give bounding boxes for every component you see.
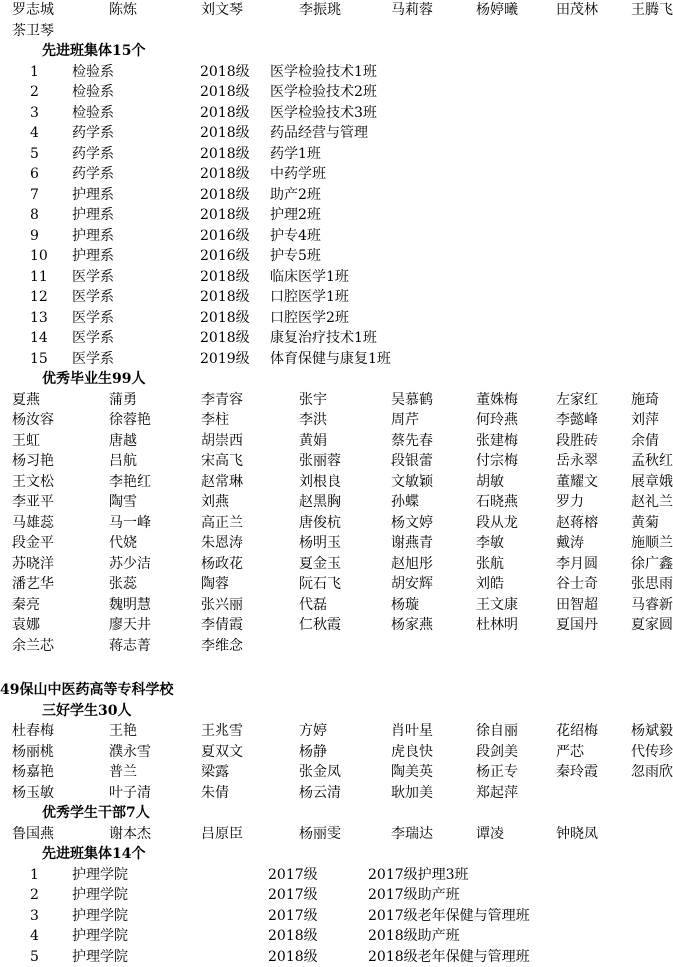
person-name: 徐自丽 [476,721,556,742]
table-cell: 药学1班 [270,144,470,165]
table-cell: 检验系 [72,103,200,124]
person-name: 廖天井 [109,615,201,636]
person-name: 代磊 [299,595,391,616]
person-name: 李敏 [476,533,556,554]
table-cell: 3 [30,906,72,927]
table-cell: 2018级 [200,267,270,288]
table-cell: 医学检验技术2班 [270,82,470,103]
name-row [0,410,657,431]
name-row [0,21,657,42]
person-name: 施顺兰 [631,533,669,554]
person-name: 孙蝶 [391,492,476,513]
person-name: 周芹 [391,410,476,431]
person-name: 赵常琳 [201,472,299,493]
person-name: 方婷 [299,721,391,742]
person-name: 马莉蓉 [391,0,476,21]
name-row [0,615,657,636]
table-cell: 15 [30,349,72,370]
person-name: 苏少洁 [109,554,201,575]
person-name: 张金凤 [299,762,391,783]
table-cell: 14 [30,328,72,349]
person-name: 仁秋霞 [299,615,391,636]
table-row [0,82,657,103]
person-name: 李青容 [201,390,299,411]
person-name: 张建梅 [476,431,556,452]
table-cell: 4 [30,123,72,144]
name-row [0,390,657,411]
person-name: 郑起萍 [476,783,556,804]
table-row [0,246,657,267]
person-name: 夏燕 [12,390,109,411]
table-row [0,226,657,247]
person-name: 胡崇西 [201,431,299,452]
person-name: 余倩 [631,431,669,452]
table-cell: 检验系 [72,62,200,83]
person-name: 吕原臣 [201,824,299,845]
person-name: 李瑞达 [391,824,476,845]
table-cell: 4 [30,926,72,947]
person-name: 田智超 [556,595,631,616]
person-name: 李倩霞 [201,615,299,636]
table-cell: 2018级 [200,144,270,165]
table-cell: 护理系 [72,205,200,226]
person-name: 罗力 [556,492,631,513]
section-title: 先进班集体15个 [0,41,657,62]
person-name: 潘艺华 [12,574,109,595]
section-title: 三好学生30人 [0,701,657,722]
table-cell: 5 [30,144,72,165]
table-row [0,865,657,886]
name-row [0,533,657,554]
person-name: 付宗梅 [476,451,556,472]
table-cell: 护专5班 [270,246,470,267]
person-name: 朱恩涛 [201,533,299,554]
table-cell: 2018级 [200,287,270,308]
person-name: 茶卫琴 [12,21,109,42]
person-name: 刘燕 [201,492,299,513]
table-row [0,205,657,226]
person-name: 李洪 [299,410,391,431]
person-name: 谭凌 [476,824,556,845]
person-name: 张蕊 [109,574,201,595]
spacer [0,656,657,680]
school-title: 49保山中医药高等专科学校 [0,680,657,701]
person-name: 蒲勇 [109,390,201,411]
section-title: 先进班集体14个 [0,844,657,865]
table-cell: 2018级 [200,103,270,124]
table-cell: 2017级 [268,865,368,886]
person-name: 鲁国燕 [12,824,109,845]
table-cell: 护理学院 [72,906,268,927]
table-cell: 医学系 [72,267,200,288]
table-row [0,349,657,370]
person-name: 严芯 [556,742,631,763]
person-name: 杨玉敏 [12,783,109,804]
table-cell: 护理系 [72,226,200,247]
name-row [0,472,657,493]
person-name: 杨斌毅 [631,721,669,742]
person-name: 夏双文 [201,742,299,763]
table-cell: 2018级 [200,62,270,83]
person-name: 黄娟 [299,431,391,452]
person-name: 赵礼兰 [631,492,669,513]
name-row [0,451,657,472]
person-name: 马一峰 [109,513,201,534]
person-name: 杨正专 [476,762,556,783]
table-row [0,287,657,308]
person-name: 苏晓洋 [12,554,109,575]
name-row [0,513,657,534]
person-name: 杨婷曦 [476,0,556,21]
table-cell: 2018级 [200,328,270,349]
table-cell: 药学系 [72,164,200,185]
table-cell: 2018级助产班 [368,926,568,947]
table-cell: 3 [30,103,72,124]
person-name: 马雄蕊 [12,513,109,534]
table-cell: 口腔医学2班 [270,308,470,329]
person-name: 李柱 [201,410,299,431]
table-row [0,906,657,927]
person-name: 张丽蓉 [299,451,391,472]
table-cell: 2017级护理3班 [368,865,568,886]
person-name: 胡安辉 [391,574,476,595]
table-cell: 检验系 [72,82,200,103]
person-name: 杨璇 [391,595,476,616]
person-name: 张思雨 [631,574,669,595]
table-cell: 2018级 [200,82,270,103]
table-cell: 医学系 [72,287,200,308]
person-name: 刘根良 [299,472,391,493]
person-name: 代娆 [109,533,201,554]
table-row [0,885,657,906]
person-name: 戴涛 [556,533,631,554]
table-cell: 6 [30,164,72,185]
person-name: 李艳红 [109,472,201,493]
person-name: 杨文婷 [391,513,476,534]
table-cell: 护理学院 [72,885,268,906]
person-name: 陈炼 [109,0,201,21]
table-cell: 医学系 [72,328,200,349]
person-name: 杨政花 [201,554,299,575]
name-row [0,0,657,21]
name-row [0,636,657,657]
person-name: 秦玲霞 [556,762,631,783]
table-cell: 9 [30,226,72,247]
person-name: 石晓燕 [476,492,556,513]
table-cell: 护理2班 [270,205,470,226]
table-cell: 医学系 [72,349,200,370]
person-name: 王文康 [476,595,556,616]
person-name: 唐俊杭 [299,513,391,534]
person-name: 蒋志菁 [109,636,201,657]
person-name: 孟秋红 [631,451,669,472]
table-cell: 医学检验技术3班 [270,103,470,124]
person-name: 岳永翠 [556,451,631,472]
table-cell: 2018级 [200,164,270,185]
person-name: 袁娜 [12,615,109,636]
person-name: 刘文琴 [201,0,299,21]
person-name: 段剑美 [476,742,556,763]
person-name: 展章娥 [631,472,669,493]
person-name: 夏金玉 [299,554,391,575]
section-title: 优秀毕业生99人 [0,369,657,390]
table-cell: 11 [30,267,72,288]
person-name: 钟晓凤 [556,824,631,845]
person-name: 左家红 [556,390,631,411]
person-name: 徐广鑫 [631,554,669,575]
person-name: 徐蓉艳 [109,410,201,431]
person-name: 杨丽桃 [12,742,109,763]
person-name: 文敏颖 [391,472,476,493]
person-name: 花绍梅 [556,721,631,742]
table-cell: 中药学班 [270,164,470,185]
table-cell: 2018级 [200,308,270,329]
table-cell: 护理系 [72,185,200,206]
table-row [0,267,657,288]
person-name: 陶蓉 [201,574,299,595]
person-name: 董姝梅 [476,390,556,411]
name-row [0,742,657,763]
table-cell: 2018级 [268,947,368,967]
person-name: 吴慕鹤 [391,390,476,411]
person-name: 刘萍 [631,410,669,431]
person-name: 李振珧 [299,0,391,21]
person-name: 段胜砖 [556,431,631,452]
section-title: 优秀学生干部7人 [0,803,657,824]
person-name: 唐越 [109,431,201,452]
person-name: 魏明慧 [109,595,201,616]
person-name: 王兆雪 [201,721,299,742]
name-row [0,762,657,783]
person-name: 杨嘉艳 [12,762,109,783]
person-name: 张宇 [299,390,391,411]
person-name: 杨家燕 [391,615,476,636]
person-name: 王虹 [12,431,109,452]
table-cell: 2018级老年保健与管理班 [368,947,568,967]
table-cell: 8 [30,205,72,226]
table-cell: 药学系 [72,123,200,144]
person-name: 段从龙 [476,513,556,534]
name-row [0,574,657,595]
person-name: 吕航 [109,451,201,472]
table-cell: 护专4班 [270,226,470,247]
table-cell: 护理学院 [72,865,268,886]
person-name: 代传珍 [631,742,669,763]
person-name: 李维念 [201,636,299,657]
person-name: 叶子清 [109,783,201,804]
person-name: 普兰 [109,762,201,783]
table-cell: 康复治疗技术1班 [270,328,470,349]
person-name: 杨习艳 [12,451,109,472]
person-name: 杨汝容 [12,410,109,431]
table-cell: 2017级 [268,885,368,906]
person-name: 梁露 [201,762,299,783]
person-name: 蔡先春 [391,431,476,452]
person-name: 杨静 [299,742,391,763]
person-name: 阮石飞 [299,574,391,595]
person-name: 濮永雪 [109,742,201,763]
name-row [0,431,657,452]
table-cell: 药学系 [72,144,200,165]
person-name: 杨云清 [299,783,391,804]
person-name: 王文松 [12,472,109,493]
name-row [0,492,657,513]
table-cell: 护理系 [72,246,200,267]
person-name: 陶雪 [109,492,201,513]
table-cell: 护理学院 [72,926,268,947]
person-name: 杨明玉 [299,533,391,554]
table-cell: 临床医学1班 [270,267,470,288]
person-name: 杜春梅 [12,721,109,742]
table-cell: 护理学院 [72,947,268,967]
table-cell: 助产2班 [270,185,470,206]
table-cell: 药品经营与管理 [270,123,470,144]
table-row [0,328,657,349]
name-row [0,595,657,616]
table-cell: 2 [30,885,72,906]
person-name: 罗志城 [12,0,109,21]
name-row [0,824,657,845]
table-cell: 2 [30,82,72,103]
person-name: 肖叶星 [391,721,476,742]
person-name: 夏家圆 [631,615,669,636]
person-name: 董耀文 [556,472,631,493]
person-name: 段金平 [12,533,109,554]
table-cell: 7 [30,185,72,206]
table-cell: 2018级 [200,123,270,144]
table-cell: 2018级 [200,205,270,226]
person-name: 虎良快 [391,742,476,763]
person-name: 杨丽雯 [299,824,391,845]
table-cell: 2018级 [268,926,368,947]
table-cell: 医学检验技术1班 [270,62,470,83]
person-name: 朱倩 [201,783,299,804]
person-name: 忽雨欣 [631,762,669,783]
person-name: 李懿峰 [556,410,631,431]
table-cell: 1 [30,62,72,83]
person-name: 段银蕾 [391,451,476,472]
person-name: 黄菊 [631,513,669,534]
table-row [0,123,657,144]
table-row [0,144,657,165]
table-cell: 2016级 [200,246,270,267]
table-cell: 12 [30,287,72,308]
person-name: 余兰芯 [12,636,109,657]
person-name: 胡敏 [476,472,556,493]
person-name: 夏国丹 [556,615,631,636]
person-name: 耿加美 [391,783,476,804]
person-name: 谷士奇 [556,574,631,595]
person-name: 张航 [476,554,556,575]
person-name: 高正兰 [201,513,299,534]
person-name: 李亚平 [12,492,109,513]
person-name: 刘皓 [476,574,556,595]
table-cell: 2018级 [200,185,270,206]
table-cell: 5 [30,947,72,967]
person-name: 张兴丽 [201,595,299,616]
name-row [0,554,657,575]
table-row [0,62,657,83]
person-name: 李月圆 [556,554,631,575]
table-cell: 10 [30,246,72,267]
table-cell: 口腔医学1班 [270,287,470,308]
table-row [0,185,657,206]
table-row [0,947,657,967]
person-name: 陶美英 [391,762,476,783]
table-row [0,103,657,124]
person-name: 施琦 [631,390,669,411]
table-cell: 体育保健与康复1班 [270,349,470,370]
table-row [0,164,657,185]
person-name: 田茂林 [556,0,631,21]
table-cell: 医学系 [72,308,200,329]
table-cell: 13 [30,308,72,329]
person-name: 赵黑胸 [299,492,391,513]
table-cell: 2017级老年保健与管理班 [368,906,568,927]
name-row [0,721,657,742]
table-cell: 2017级助产班 [368,885,568,906]
table-row [0,308,657,329]
person-name: 马睿新 [631,595,669,616]
table-cell: 2017级 [268,906,368,927]
person-name: 赵蒋榕 [556,513,631,534]
name-row [0,783,657,804]
person-name: 杜林明 [476,615,556,636]
person-name: 宋高飞 [201,451,299,472]
person-name: 王艳 [109,721,201,742]
person-name: 谢本杰 [109,824,201,845]
person-name: 王腾飞 [631,0,669,21]
person-name: 谢燕青 [391,533,476,554]
person-name: 赵旭彤 [391,554,476,575]
person-name: 何玲燕 [476,410,556,431]
table-cell: 2019级 [200,349,270,370]
person-name: 秦亮 [12,595,109,616]
table-row [0,926,657,947]
table-cell: 2016级 [200,226,270,247]
table-cell: 1 [30,865,72,886]
